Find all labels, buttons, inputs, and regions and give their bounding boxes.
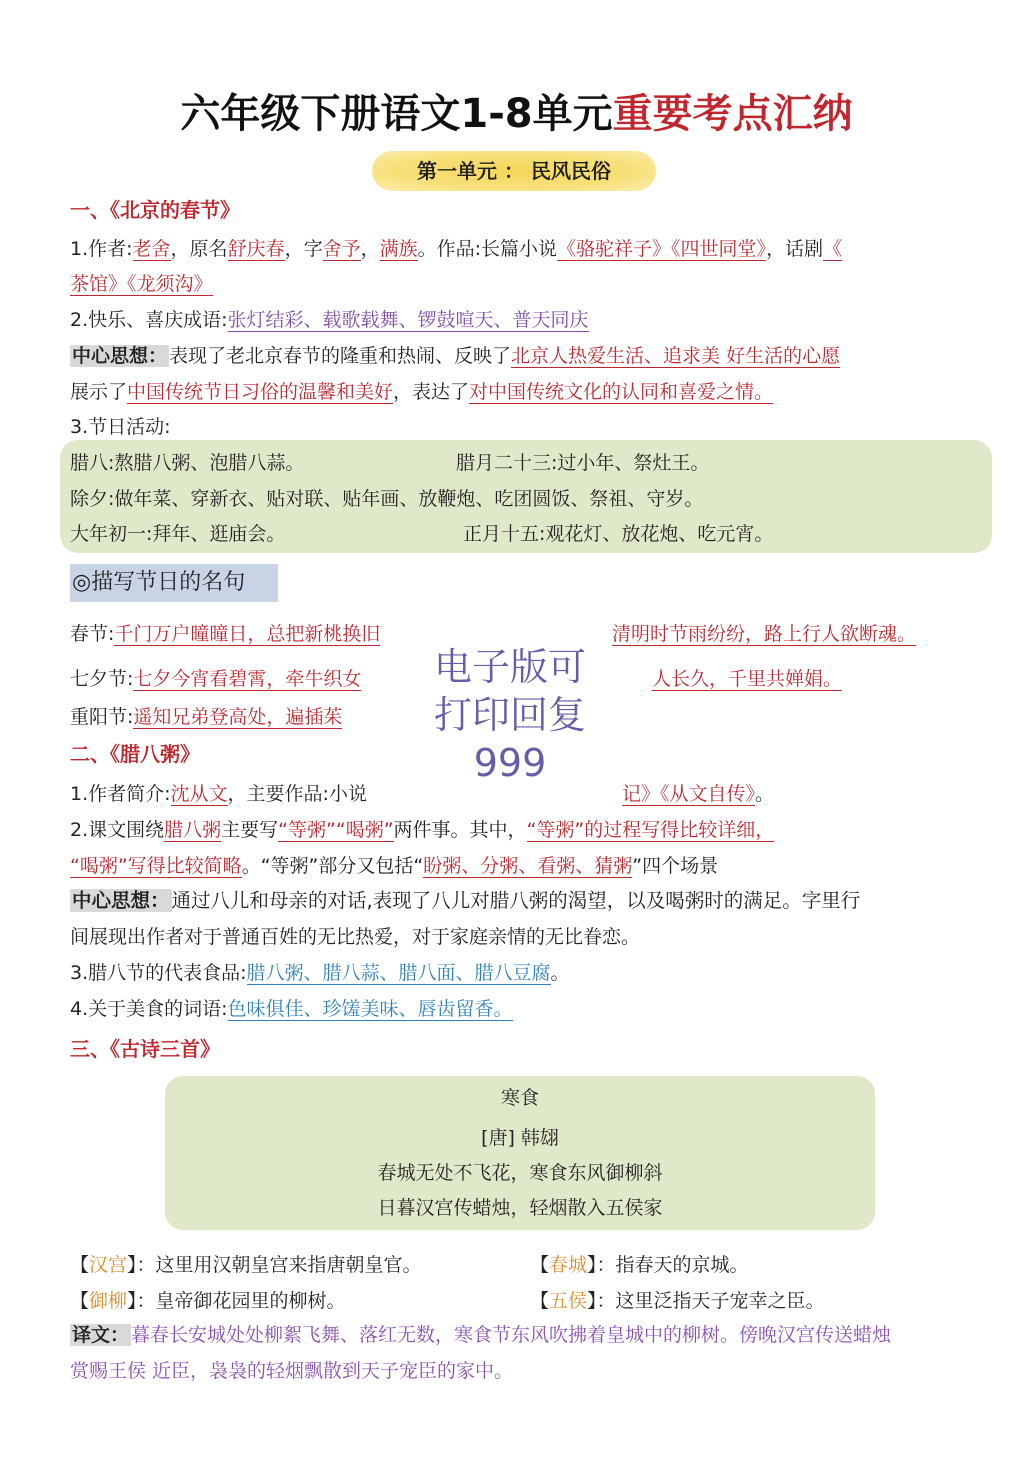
activities-label: 3.节日活动: [70,416,171,438]
note-yuliu: 【御柳】：皇帝御花园里的柳树。 [70,1290,346,1312]
note-hangong: 【汉宫】：这里用汉朝皇宫来指唐朝皇官。 [70,1254,422,1276]
watermark-overlay [415,643,605,787]
food-words-line: 4.关于美食的词语:色味俱佳、珍馐美味、唇齿留香。 [70,998,513,1020]
watermark-line-1: 电子版可 [433,645,586,689]
central-idea-2: 中心思想： 通过八儿和母亲的对话,表现了八儿对腊八粥的渴望，以及喝粥时的满足。字里行 [72,889,861,912]
poem-line-qixi: 七夕节:七夕今宵看碧霄，牵牛织女 [70,668,362,690]
title-main: 六年级下册语文1-8单元 [180,91,613,137]
poem-line-2: 日暮汉宫传蜡烛，轻烟散入五侯家 [377,1197,663,1219]
poem-line-chongyang: 重阳节:遥知兄弟登高处，遍插茱 [70,706,343,728]
poem-line-qingming: 清明时节雨纷纷，路上行人欲断魂。 [612,623,917,645]
famous-lines-heading: ◎描写节日的名句 [70,564,278,602]
central-idea-2-cont: 间展现出作者对于普通百姓的无比热爱，对于家庭亲情的无比眷恋。 [70,926,641,948]
activity-chuxi: 除夕:做年菜、穿新衣、贴对联、贴年画、放鞭炮、吃团圆饭、祭祖、守岁。 [70,488,704,510]
content-line-2: “喝粥”写得比较简略。“等粥”部分又包括“盼粥、分粥、看粥、猜粥”四个场景 [70,855,719,877]
central-idea-cont: 展示了中国传统节日习俗的温馨和美好，表达了对中国传统文化的认同和喜爱之情。 [70,381,774,403]
foods-line: 3.腊八节的代表食品:腊八粥、腊八蒜、腊八面、腊八豆腐。 [70,962,570,984]
central-idea-line: 中心思想： 表现了老北京春节的隆重和热闹、反映了北京人热爱生活、追求美 好生活的心愿 [72,345,841,367]
watermark-line-3: 999 [473,741,547,785]
activity-xiaonian: 腊月二十三:过小年、祭灶王。 [456,452,710,474]
translation-line-1: 译文： 暮春长安城处处柳絮飞舞、落红无数，寒食节东风吹拂着皇城中的柳树。傍晚汉宫传送蜡烛 [72,1324,892,1346]
activity-yuanxiao: 正月十五:观花灯、放花炮、吃元宵。 [463,523,774,545]
works-line: 茶馆》《龙须沟》 [70,273,213,295]
content-line: 2.课文围绕腊八粥主要写“等粥”“喝粥”两件事。其中，“等粥”的过程写得比较详细， [70,819,775,841]
poem-title: 寒食 [500,1087,539,1109]
note-wuhou: 【五侯】：这里泛指天子宠幸之臣。 [530,1290,825,1312]
translation-line-2: 赏赐王侯 近臣，袅袅的轻烟飘散到天子宠臣的家中。 [70,1360,514,1382]
section-heading-3: 三、《古诗三首》 [70,1037,220,1061]
watermark-line-2: 打印回复 [433,693,586,737]
activity-chuyi: 大年初一:拜年、逛庙会。 [70,523,286,545]
section-heading-2: 二、《腊八粥》 [70,742,200,766]
idioms-line: 2.快乐、喜庆成语:张灯结彩、载歌载舞、锣鼓喧天、普天同庆 [70,309,589,331]
page-title [0,88,1033,140]
section-heading-1: 一、《北京的春节》 [70,198,240,222]
poem-author: [唐] 韩翃 [481,1127,559,1149]
author-line: 1.作者:老舍，原名舒庆春，字舍予，满族。作品:长篇小说《骆驼祥子》《四世同堂》，话剧《 [70,238,843,260]
author-intro-line: 1.作者简介:沈从文，主要作品:小说 [70,783,367,805]
activity-laba: 腊八:熬腊八粥、泡腊八蒜。 [70,452,305,474]
poem-line-spring: 春节:千门万户曈曈日，总把新桃换旧 [70,623,381,645]
author-works-tail: 记》《从文自传》。 [622,783,775,805]
unit-pill: 第一单元 ： 民风民俗 [372,151,656,191]
poem-line-1: 春城无处不飞花，寒食东风御柳斜 [377,1162,663,1184]
poem-line-zhongqiu: 人长久，千里共婵娟。 [652,668,843,690]
note-chuncheng: 【春城】：指春天的京城。 [530,1254,749,1276]
title-highlight: 重要考点汇纳 [612,91,853,137]
